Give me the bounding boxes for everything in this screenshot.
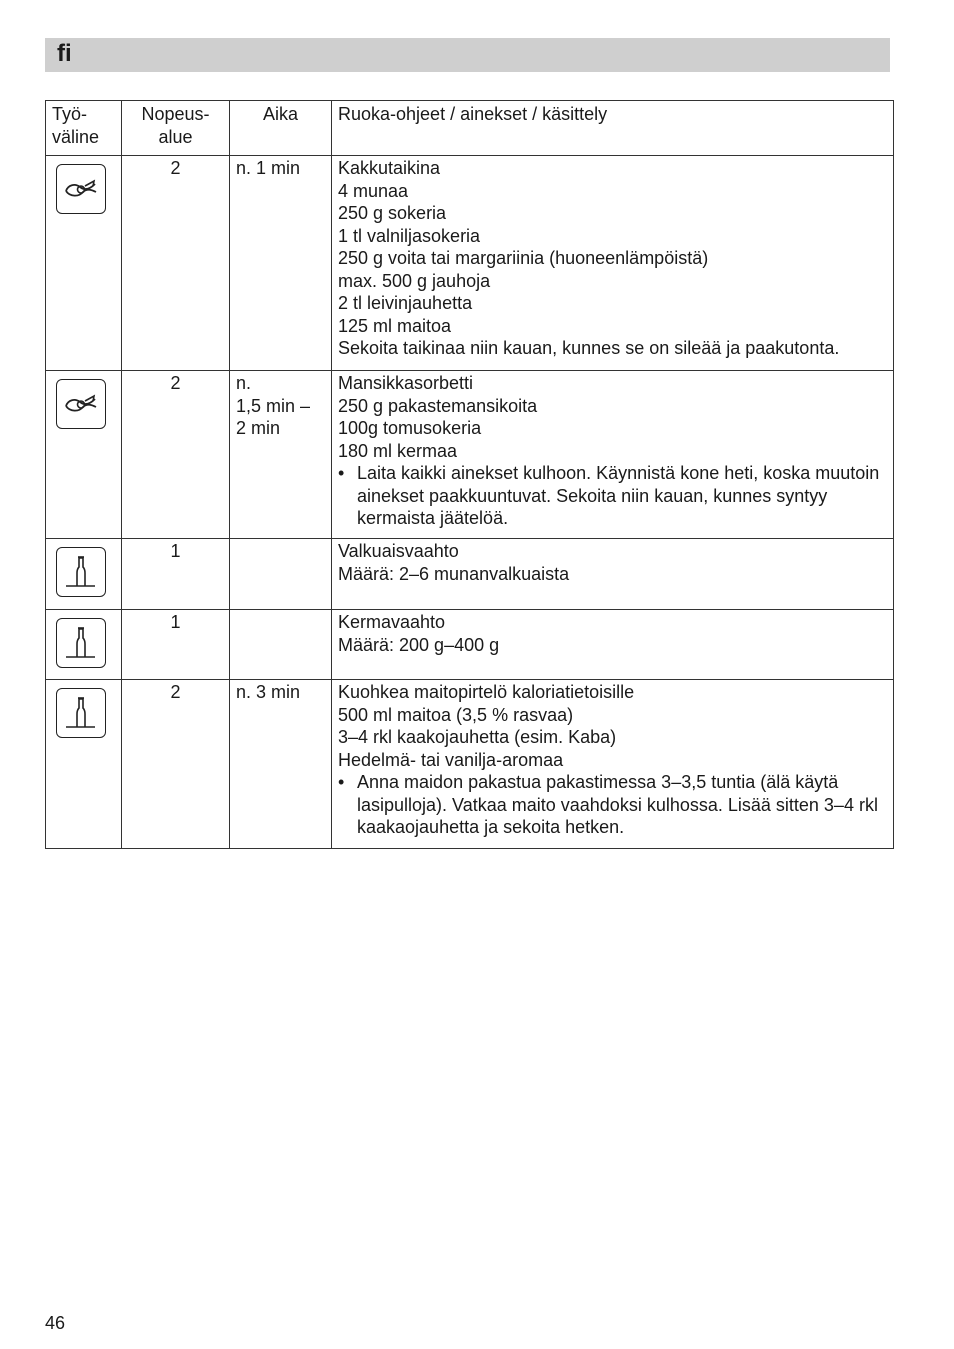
- recipe-line: 2 tl leivinjauhetta: [338, 293, 473, 313]
- recipe-title: Mansikkasorbetti: [338, 373, 474, 393]
- recipe-line: 4 munaa: [338, 180, 409, 201]
- recipe-line: Määrä: 2–6 munanvalkuaista: [338, 563, 570, 584]
- recipe-title: Kuohkea maitopirtelö kaloriatietoisille: [338, 682, 635, 702]
- recipe-line: Hedelmä- tai vanilja-aromaa: [338, 749, 564, 770]
- recipe-title: Valkuaisvaahto: [338, 541, 459, 561]
- page-number: 46: [45, 1313, 66, 1333]
- speed-cell: 2: [122, 680, 230, 849]
- header-tool-line: väline: [52, 126, 100, 147]
- table-row: [46, 371, 894, 539]
- header-tool-line: Työ-: [52, 104, 88, 124]
- speed-cell: 1: [122, 610, 230, 680]
- recipe-cell: [332, 610, 894, 680]
- tool-cell: [46, 539, 122, 610]
- whisk-icon: [56, 618, 106, 668]
- time-cell: [230, 680, 332, 849]
- language-code: fi: [57, 40, 72, 67]
- table-row: [46, 156, 894, 371]
- language-header-bar: [45, 38, 890, 72]
- time-cell: [230, 539, 332, 610]
- tool-cell: [46, 371, 122, 539]
- recipe-table: [45, 100, 894, 849]
- blade-icon: [56, 379, 106, 429]
- speed-cell: 2: [122, 371, 230, 539]
- header-speed: [122, 101, 230, 156]
- table-row: [46, 680, 894, 849]
- header-speed-line: alue: [158, 126, 193, 147]
- recipe-line: 1 tl valniljasokeria: [338, 225, 481, 246]
- time-line: n. 1 min: [236, 158, 301, 178]
- recipe-line: 250 g pakastemansikoita: [338, 395, 538, 416]
- recipe-line: 500 ml maitoa (3,5 % rasvaa): [338, 704, 574, 725]
- whisk-icon: [56, 547, 106, 597]
- recipe-line: 100g tomusokeria: [338, 418, 482, 438]
- time-line: 2 min: [236, 418, 281, 438]
- recipe-line: 180 ml kermaa: [338, 440, 458, 461]
- table-row: [46, 539, 894, 610]
- recipe-line: Määrä: 200 g–400 g: [338, 634, 500, 655]
- blade-icon: [56, 164, 106, 214]
- table-row: [46, 610, 894, 680]
- recipe-bullet: • Anna maidon pakastua pakastimessa 3–3,5 tuntia (älä käytä lasipulloja). Vatkaa maito vaahdoksi kulhossa. Lisää sitten 3–4 rkl kaakaojauhetta ja sekoita hetken.: [338, 771, 889, 839]
- time-cell: [230, 610, 332, 680]
- time-cell: [230, 156, 332, 371]
- time-line: n. 3 min: [236, 682, 301, 702]
- tool-cell: [46, 610, 122, 680]
- time-line: n.: [236, 373, 252, 393]
- recipe-cell: [332, 539, 894, 610]
- header-description: Ruoka-ohjeet / ainekset / käsittely: [332, 101, 894, 156]
- tool-cell: [46, 680, 122, 849]
- recipe-line: 3–4 rkl kaakojauhetta (esim. Kaba): [338, 727, 617, 747]
- recipe-title: Kermavaahto: [338, 612, 446, 632]
- recipe-cell: [332, 371, 894, 539]
- time-line: 1,5 min –: [236, 395, 311, 416]
- header-tool: [46, 101, 122, 156]
- recipe-cell: [332, 156, 894, 371]
- recipe-line: max. 500 g jauhoja: [338, 270, 491, 291]
- recipe-title: Kakkutaikina: [338, 158, 441, 178]
- recipe-line: 125 ml maitoa: [338, 315, 452, 336]
- tool-cell: [46, 156, 122, 371]
- speed-cell: 1: [122, 539, 230, 610]
- header-speed-line: Nopeus-: [141, 104, 210, 124]
- table-header-row: [46, 101, 894, 156]
- time-cell: [230, 371, 332, 539]
- recipe-line: 250 g sokeria: [338, 203, 447, 223]
- header-time: Aika: [230, 101, 332, 156]
- recipe-cell: [332, 680, 894, 849]
- speed-cell: 2: [122, 156, 230, 371]
- recipe-line: Sekoita taikinaa niin kauan, kunnes se on sileää ja paakutonta.: [338, 338, 840, 358]
- recipe-line: 250 g voita tai margariinia (huoneenlämpöistä): [338, 248, 709, 268]
- recipe-bullet: • Laita kaikki ainekset kulhoon. Käynnistä kone heti, koska muutoin ainekset paakkuuntuvat. Sekoita niin kauan, kunnes syntyy kermaista jäätelöä.: [338, 462, 889, 530]
- whisk-icon: [56, 688, 106, 738]
